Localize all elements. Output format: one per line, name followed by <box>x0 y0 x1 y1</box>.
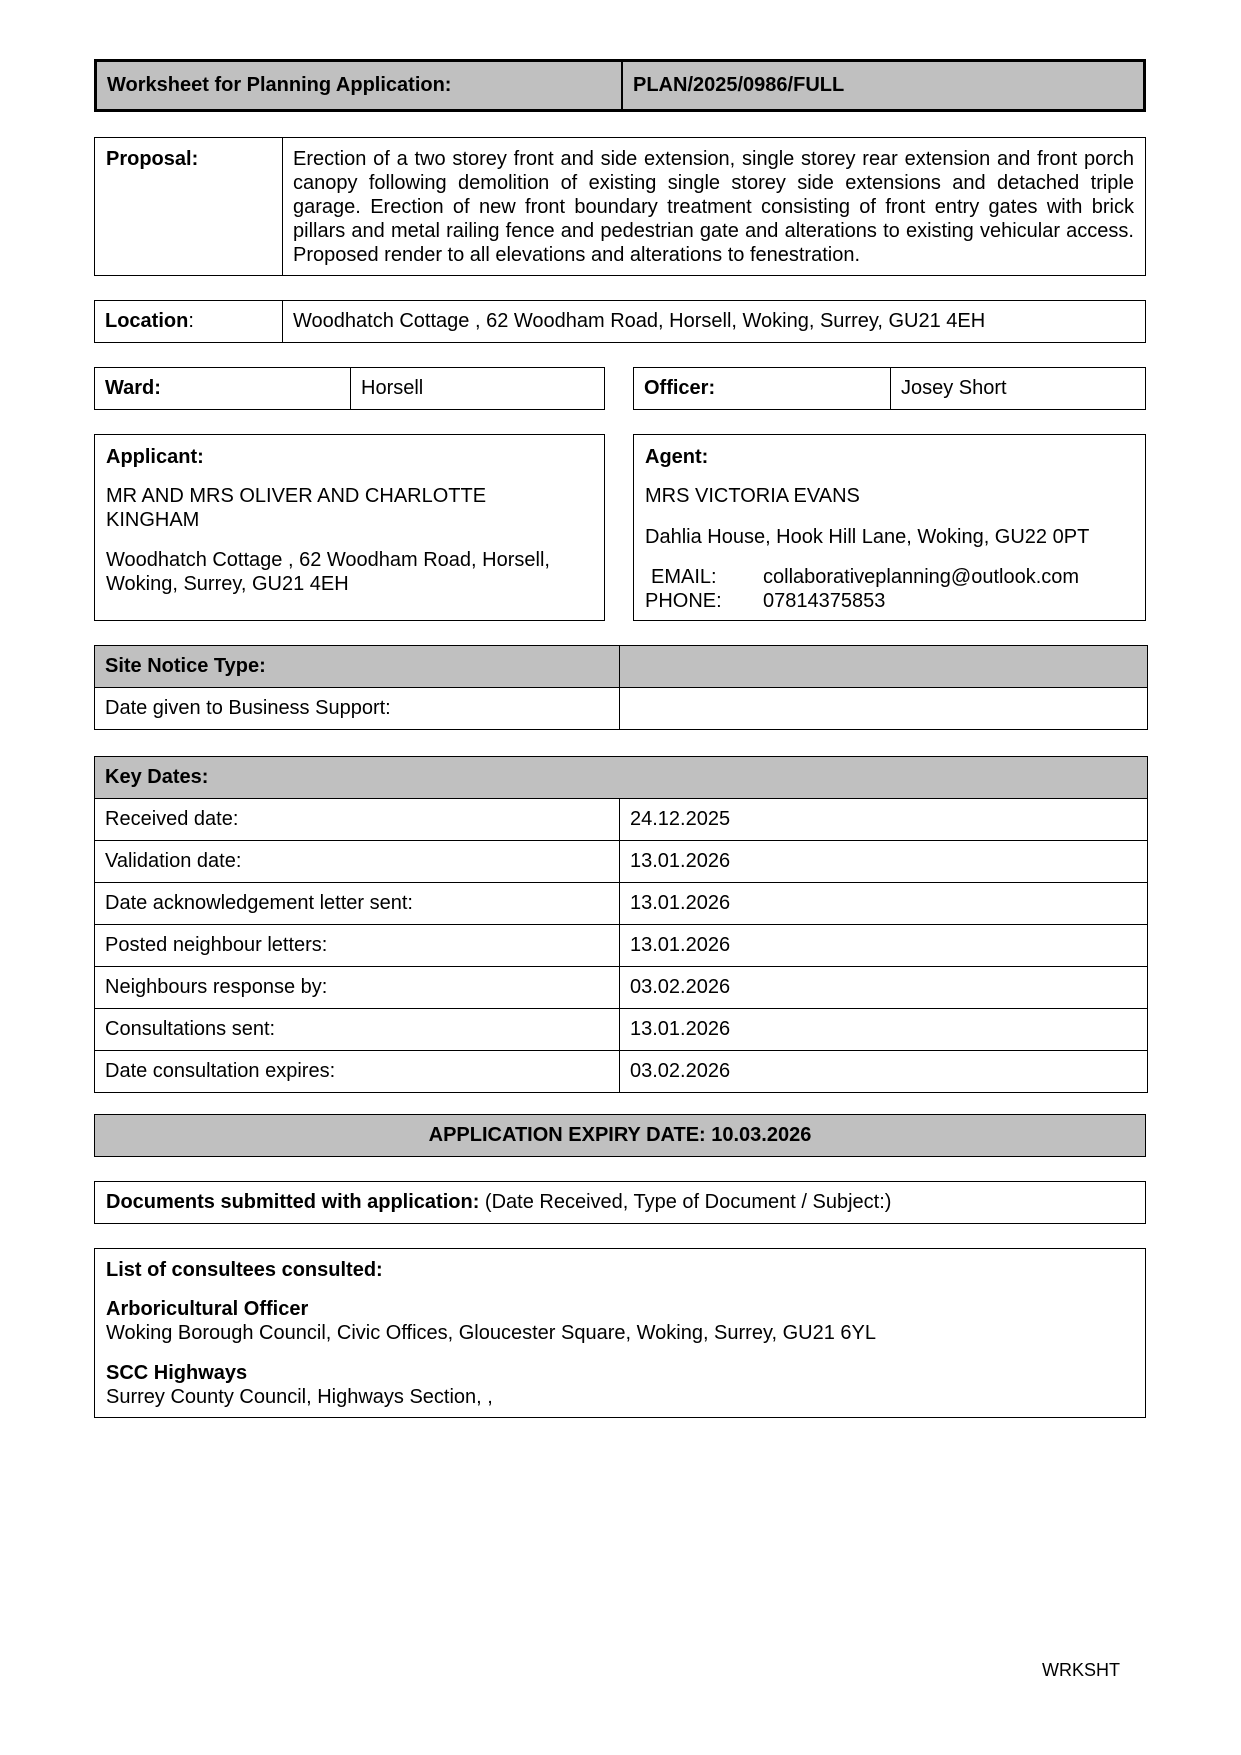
key-date-label: Validation date: <box>95 841 620 883</box>
proposal-label: Proposal: <box>106 148 199 170</box>
applicant-address: Woodhatch Cottage , 62 Woodham Road, Horsell, Woking, Surrey, GU21 4EH <box>106 549 550 595</box>
table-row <box>95 967 1148 1009</box>
ward-box <box>94 367 605 410</box>
agent-email: collaborativeplanning@outlook.com <box>763 566 1080 588</box>
agent-box <box>633 434 1146 621</box>
key-date-label: Posted neighbour letters: <box>95 925 620 967</box>
site-notice-type-value <box>620 646 1148 688</box>
site-notice-type-label: Site Notice Type: <box>95 646 620 688</box>
site-notice-table <box>94 645 1148 730</box>
agent-name: MRS VICTORIA EVANS <box>645 485 860 507</box>
documents-label: Documents submitted with application: <box>106 1191 480 1213</box>
officer-box <box>633 367 1146 410</box>
key-date-value: 03.02.2026 <box>620 1051 1148 1093</box>
ward-value: Horsell <box>361 376 424 399</box>
location-label-text: Location <box>105 309 189 332</box>
agent-label: Agent: <box>645 446 709 468</box>
table-row <box>95 883 1148 925</box>
key-date-label: Received date: <box>95 799 620 841</box>
documents-box <box>94 1181 1146 1224</box>
applicant-name: MR AND MRS OLIVER AND CHARLOTTE KINGHAM <box>106 485 487 531</box>
ward-label: Ward: <box>105 376 161 399</box>
agent-phone-label: PHONE: <box>645 590 722 612</box>
key-date-value: 13.01.2026 <box>620 883 1148 925</box>
table-row <box>95 1051 1148 1093</box>
key-date-label: Date consultation expires: <box>95 1051 620 1093</box>
table-row <box>95 925 1148 967</box>
worksheet-header <box>94 59 1146 112</box>
location-label <box>95 301 282 341</box>
consultee-name: Arboricultural Officer <box>106 1298 309 1320</box>
key-dates-title: Key Dates: <box>95 757 1148 799</box>
consultees-label: List of consultees consulted: <box>106 1259 383 1281</box>
site-notice-type-row <box>95 646 1148 688</box>
key-date-value: 24.12.2025 <box>620 799 1148 841</box>
application-reference: PLAN/2025/0986/FULL <box>633 74 845 96</box>
applicant-label: Applicant: <box>106 446 204 468</box>
footer-code: WRKSHT <box>1042 1660 1120 1680</box>
documents-hint: (Date Received, Type of Document / Subject:) <box>484 1191 892 1213</box>
table-row <box>95 841 1148 883</box>
key-dates-header-row <box>95 757 1148 799</box>
key-date-value: 13.01.2026 <box>620 1009 1148 1051</box>
consultee-address: Surrey County Council, Highways Section, , <box>106 1386 493 1408</box>
consultee-name: SCC Highways <box>106 1362 248 1384</box>
worksheet-title: Worksheet for Planning Application: <box>107 74 452 96</box>
key-date-value: 13.01.2026 <box>620 925 1148 967</box>
business-support-value <box>620 688 1148 730</box>
application-expiry-bar <box>94 1114 1146 1157</box>
application-expiry-date: APPLICATION EXPIRY DATE: 10.03.2026 <box>428 1124 812 1146</box>
business-support-label: Date given to Business Support: <box>95 688 620 730</box>
table-row <box>95 1009 1148 1051</box>
consultee-address: Woking Borough Council, Civic Offices, Gloucester Square, Woking, Surrey, GU21 6YL <box>106 1322 876 1344</box>
key-dates-table <box>94 756 1148 1093</box>
agent-address: Dahlia House, Hook Hill Lane, Woking, GU22 0PT <box>645 526 1090 548</box>
business-support-row <box>95 688 1148 730</box>
location-label-colon: : <box>188 309 194 332</box>
key-date-label: Consultations sent: <box>95 1009 620 1051</box>
key-date-value: 03.02.2026 <box>620 967 1148 1009</box>
officer-value: Josey Short <box>901 376 1007 399</box>
agent-phone: 07814375853 <box>763 590 886 612</box>
key-date-value: 13.01.2026 <box>620 841 1148 883</box>
officer-label: Officer: <box>644 376 716 399</box>
proposal-box <box>94 137 1146 276</box>
location-box <box>94 300 1146 343</box>
table-row <box>95 799 1148 841</box>
applicant-box <box>94 434 605 621</box>
key-date-label: Date acknowledgement letter sent: <box>95 883 620 925</box>
agent-email-label: EMAIL: <box>651 566 717 588</box>
proposal-text: Erection of a two storey front and side extension, single storey rear extension and front porch canopy following demolition of existing single storey side extensions and detached triple garage. Erection of new front boundary treatment consisting of front entry gates with brick pillars and metal railing fence and pedestrian gate and alterations to existing vehicular access. Proposed render to all elevations and alterations to fenestration. <box>293 148 1134 266</box>
consultees-box <box>94 1248 1146 1418</box>
location-value: Woodhatch Cottage , 62 Woodham Road, Horsell, Woking, Surrey, GU21 4EH <box>293 309 986 332</box>
key-date-label: Neighbours response by: <box>95 967 620 1009</box>
